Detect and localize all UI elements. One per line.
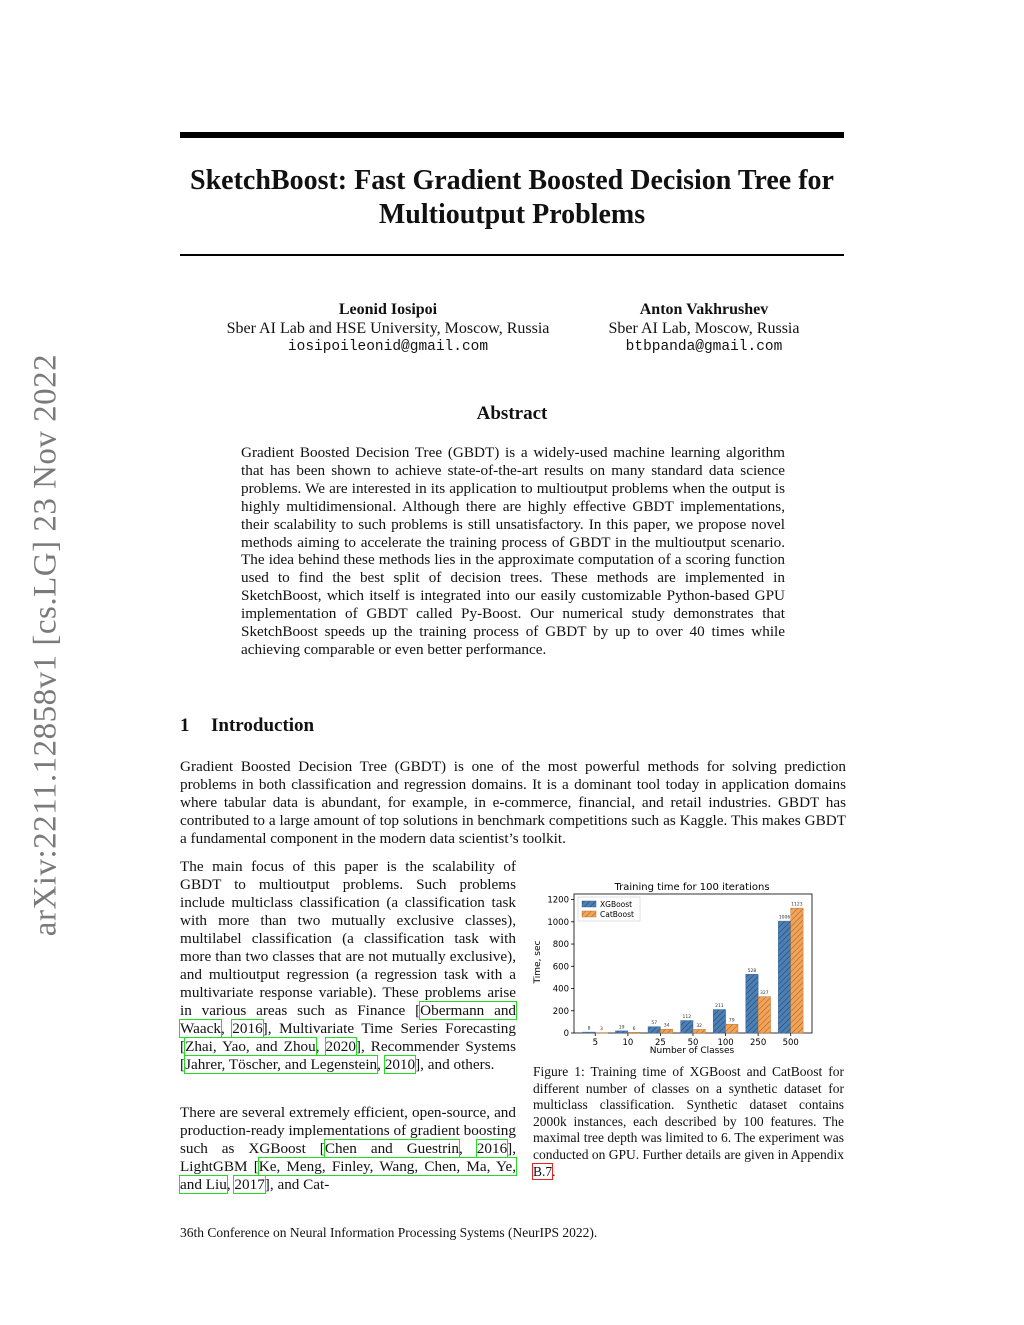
abstract-heading: Abstract (476, 403, 548, 424)
training-time-bar-chart (528, 878, 846, 1058)
author-block (588, 300, 820, 357)
data-label: 112 (682, 1015, 692, 1021)
data-label: 8 (587, 1026, 591, 1032)
x-tick-label: 5 (592, 1038, 598, 1048)
figure-1 (528, 878, 846, 1058)
citation-link[interactable]: 2020 (325, 1038, 356, 1055)
data-label: 1123 (791, 902, 803, 908)
bar-catboost-500 (791, 908, 803, 1033)
x-tick-label: 100 (717, 1038, 734, 1048)
section-heading (180, 715, 314, 737)
intro-paragraph: The main focus of this paper is the scalability of GBDT to multioutput problems. Such problems include multiclass classification (a classification task with more than two mutually exclusive classes), multilabel classification (a classification task with more than two classes that are not mutually exclusive), and multioutput regression (a regression task with a multivariate response variable). These problems arise in various areas such as Finance [Obermann and Waack, 2016], Multivariate Time Series Forecasting [Zhai, Yao, and Zhou, 2020], Recommender Systems [Jahrer, Töscher, and Legenstein, 2010], and others. (180, 858, 517, 1073)
intro-paragraph: There are several extremely efficient, open-source, and production-ready implementations of gradient boosting such as XGBoost [Chen and Guestrin, 2016], LightGBM [Ke, Meng, Finley, Wang, Chen, Ma, Ye, and Liu, 2017], and Cat- (180, 1104, 517, 1193)
legend-swatch-catboost (582, 911, 596, 917)
caption-end: . (552, 1163, 556, 1179)
bar-xgboost-500 (778, 921, 790, 1033)
chart-x-axis-label: Number of Classes (649, 1046, 735, 1056)
caption-label: Figure 1: (533, 1064, 585, 1079)
bar-xgboost-100 (713, 1010, 725, 1033)
bar-xgboost-250 (746, 974, 758, 1033)
x-tick-label: 250 (750, 1038, 767, 1048)
chart-title: Training time for 100 iterations (614, 882, 770, 893)
data-label: 528 (747, 968, 757, 974)
bar-catboost-250 (758, 997, 770, 1033)
citation-link[interactable]: Obermann and Waack (180, 1002, 517, 1037)
page-footer: 36th Conference on Neural Information Processing Systems (NeurIPS 2022). (180, 1225, 598, 1240)
y-tick-label: 0 (563, 1029, 569, 1039)
chart-legend (578, 897, 640, 921)
citation-link[interactable]: 2017 (234, 1176, 265, 1193)
x-tick-label: 500 (782, 1038, 799, 1048)
author-affiliation: Sber AI Lab, Moscow, Russia (608, 320, 800, 337)
paragraph-text: , LightGBM (180, 1140, 517, 1175)
author-name: Leonid Iosipoi (338, 301, 438, 318)
legend-label-catboost: CatBoost (600, 910, 634, 919)
citation-link[interactable]: Zhai, Yao, and Zhou (185, 1038, 316, 1055)
citation-link[interactable]: Jahrer, Töscher, and Legenstein (185, 1056, 378, 1073)
y-tick-label: 800 (552, 940, 569, 951)
bar-xgboost-25 (648, 1027, 660, 1033)
intro-paragraph: Gradient Boosted Decision Tree (GBDT) is one of the most powerful methods for solving prediction problems in both classification and regression domains. It is a dominant tool today in application domains where tabular data is abundant, for example, in e-commerce, financial, and retail industries. GBDT has contributed to a large amount of top solutions in benchmark competitions such as Kaggle. This makes GBDT a fundamental component in the modern data scientist’s toolkit. (180, 758, 846, 847)
data-label: 57 (651, 1021, 658, 1027)
data-label: 32 (696, 1023, 703, 1029)
data-label: 211 (715, 1004, 724, 1010)
x-tick-label: 25 (655, 1038, 666, 1048)
caption-text: Training time of XGBoost and CatBoost for different number of classes on a synthetic dataset for multiclass classification. Synthetic dataset contains 2000k instances, each described by 100 features. The maximal tree depth was limited to 6. The experiment was conducted on GPU. Further details are given in Appendix (533, 1064, 845, 1162)
x-tick-label: 10 (622, 1038, 634, 1048)
x-tick-label: 50 (687, 1038, 699, 1048)
data-label: 34 (663, 1023, 670, 1029)
bar-catboost-10 (628, 1032, 640, 1033)
paragraph-text: The main focus of this paper is the scalability of GBDT to multioutput problems. Such problems include multiclass classification (a classification task with more than two mutually exclusive classes), multilabel classification (a classification task with more than two classes that are not mutually exclusive), and multioutput regression (a regression task with a multivariate response variable). These problems arise in various areas such as Finance (180, 858, 516, 1019)
data-label: 6 (632, 1026, 636, 1032)
paragraph-text: , and others. (420, 1056, 495, 1073)
y-tick-label: 1000 (547, 917, 569, 928)
citation-link[interactable]: 2016 (476, 1140, 508, 1157)
chart-y-axis-label: Time, sec (533, 940, 543, 984)
author-email[interactable]: btbpanda@gmail.com (625, 339, 783, 355)
bar-catboost-50 (693, 1029, 705, 1033)
section-title: Introduction (211, 715, 315, 736)
author-email[interactable]: iosipoileonid@gmail.com (287, 339, 489, 355)
y-tick-label: 400 (552, 984, 569, 995)
bar-catboost-25 (660, 1029, 672, 1033)
title-rule-bottom (180, 254, 844, 256)
paragraph-text: , Multivariate Time Series Forecasting (267, 1020, 516, 1037)
abstract-text: Gradient Boosted Decision Tree (GBDT) is a widely-used machine learning algorithm that has been shown to achieve state-of-the-art results on many standard data science problems. We are interested in its application to multioutput problems when the output is highly multidimensional. Although there are highly effective GBDT implementations, their scalability to such problems is still unsatisfactory. In this paper, we propose novel methods aiming to accelerate the training process of GBDT in the multioutput scenario. The idea behind these methods lies in the approximate computation of a scoring function used to find the best split of decision trees. These methods are implemented in SketchBoost, which itself is integrated into our easily customizable Python-based GPU implementation of GBDT called Py-Boost. Our numerical study demonstrates that SketchBoost speeds up the training process of GBDT by up to over 40 times while achieving comparable or even better performance. (241, 444, 785, 658)
bar-catboost-5 (595, 1033, 607, 1034)
arxiv-stamp: arXiv:2211.12858v1 [cs.LG] 23 Nov 2022 (27, 353, 64, 937)
data-label: 19 (618, 1025, 625, 1031)
paragraph-text: , and Cat- (269, 1176, 330, 1193)
bar-catboost-100 (726, 1024, 738, 1033)
title-rule-top (180, 132, 844, 138)
citation-link[interactable]: Ke, Meng, Finley, Wang, Chen, Ma, Ye, and Liu (180, 1158, 516, 1193)
author-name: Anton Vakhrushev (639, 301, 769, 318)
section-number: 1 (180, 715, 190, 736)
data-label: 327 (760, 991, 769, 997)
paper-title: SketchBoost: Fast Gradient Boosted Decision Tree for Multioutput Problems (190, 165, 834, 230)
author-affiliation: Sber AI Lab and HSE University, Moscow, Russia (226, 320, 550, 337)
figure-caption (533, 1064, 844, 1180)
paragraph-text: , Recommender Systems (360, 1038, 516, 1055)
data-label: 79 (728, 1018, 735, 1024)
legend-label-xgboost: XGBoost (600, 900, 633, 909)
citation-link[interactable]: Chen and Guestrin (324, 1140, 460, 1157)
bar-xgboost-50 (681, 1021, 693, 1033)
y-tick-label: 600 (552, 962, 569, 973)
bar-xgboost-10 (615, 1031, 627, 1033)
y-tick-label: 1200 (547, 895, 569, 906)
citation-link[interactable]: 2010 (384, 1056, 416, 1073)
appendix-reference-link[interactable]: B.7 (533, 1163, 553, 1179)
bar-xgboost-5 (583, 1032, 595, 1033)
data-label: 3 (600, 1027, 603, 1033)
data-label: 1006 (778, 915, 791, 921)
paragraph-text: There are several extremely efficient, open-source, and production-ready implementations of gradient boosting such as XGBoost (180, 1104, 516, 1157)
legend-swatch-xgboost (582, 901, 596, 907)
citation-link[interactable]: 2016 (232, 1020, 263, 1037)
author-block (208, 300, 568, 357)
y-tick-label: 200 (552, 1006, 569, 1017)
